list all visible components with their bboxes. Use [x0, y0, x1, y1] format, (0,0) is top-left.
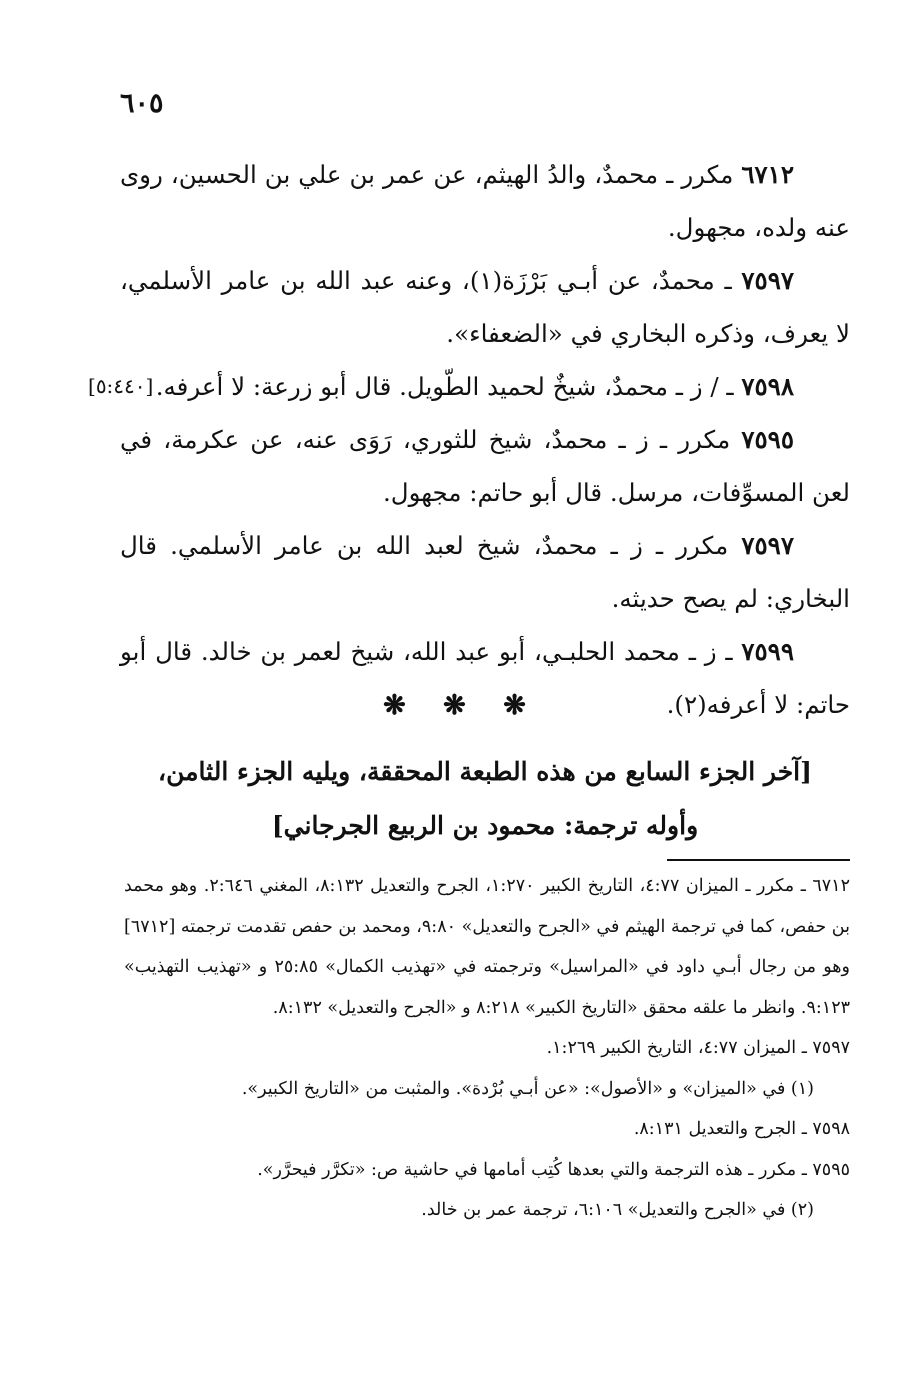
entry-7595	[120, 413, 850, 519]
footnote-divider	[667, 859, 850, 861]
main-text	[88, 148, 850, 731]
footnote: (٢) في «الجرح والتعديل» ٦:١٠٦، ترجمة عمر بن خالد.	[421, 1200, 814, 1220]
entry-text: ـ / ز ـ محمدٌ، شيخٌ لحميد الطّويل. قال أبو زرعة: لا أعرفه.	[155, 372, 742, 401]
entry-7598	[88, 360, 850, 413]
entry-6712	[120, 148, 850, 254]
closing-note	[120, 745, 850, 853]
entry-number: ٧٥٩٧	[741, 531, 794, 560]
closing-line-2: وأوله ترجمة: محمود بن الربيع الجرجاني]	[271, 811, 699, 840]
entry-number: ٧٥٩٩	[741, 637, 794, 666]
entry-number: ٧٥٩٧	[741, 266, 795, 295]
footnote: ٧٥٩٥ ـ مكرر ـ هذه الترجمة والتي بعدها كُتِب أمامها في حاشية ص: «تكرَّر فيحرَّر».	[257, 1159, 850, 1180]
entry-7597-repeat	[120, 519, 850, 625]
footnote: ٦٧١٢ ـ مكرر ـ الميزان ٤:٧٧، التاريخ الكبير ١:٢٧٠، الجرح والتعديل ٨:١٣٢، المغني ٢:٦٤٦. وهو محمد بن حفص، كما في ترجمة الهيثم في «الجرح والتعديل» ٩:٨٠، ومحمد بن حفص تقدمت ترجمته [٦٧١٢] وهو من رجال أبـي داود في «المراسيل» وترجمته في «تهذيب الكمال» ٢٥:٨٥ و «تهذيب التهذيب» ٩:١٢٣. وانظر ما علقه محقق «التاريخ الكبير» ٨:٢١٨ و «الجرح والتعديل» ٨:١٣٢.	[124, 876, 851, 1018]
entry-number: ٧٥٩٥	[741, 425, 794, 454]
entry-number: ٦٧١٢	[741, 160, 794, 189]
footnotes	[124, 866, 850, 1231]
footnote: ٧٥٩٧ ـ الميزان ٤:٧٧، التاريخ الكبير ١:٢٦٩.	[546, 1038, 850, 1058]
entry-number: ٧٥٩٨	[741, 372, 794, 401]
entry-text: مكرر ـ محمدٌ، والدُ الهيثم، عن عمر بن علي بن الحسين، روى عنه ولده، مجهول.	[120, 160, 850, 242]
entry-text: مكرر ـ ز ـ محمدٌ، شيخ للثوري، رَوَى عنه، عن عكرمة، في لعن المسوِّفات، مرسل. قال أبو حاتم: مجهول.	[120, 425, 850, 507]
entry-text: ـ محمدٌ، عن أبـي بَرْزَة(١)، وعنه عبد الله بن عامر الأسلمي، لا يعرف، وذكره البخاري في «الضعفاء».	[120, 266, 850, 348]
footnote: (١) في «الميزان» و «الأصول»: «عن أبـي بُرْدة». والمثبت من «التاريخ الكبير».	[241, 1078, 814, 1099]
footnote: ٧٥٩٨ ـ الجرح والتعديل ٨:١٣١.	[633, 1119, 850, 1139]
entry-text: ـ ز ـ محمد الحلبـي، أبو عبد الله، شيخ لعمر بن خالد. قال أبو حاتم: لا أعرفه(٢).	[120, 637, 850, 719]
entry-text: مكرر ـ ز ـ محمدٌ، شيخ لعبد الله بن عامر الأسلمي. قال البخاري: لم يصح حديثه.	[120, 531, 850, 613]
section-separator: ❋ ❋ ❋	[383, 690, 540, 721]
page-number: ٦٠٥	[120, 88, 164, 119]
closing-line-1: [آخر الجزء السابع من هذه الطبعة المحققة، ويليه الجزء الثامن،	[158, 757, 812, 786]
volume-page-reference: [٥:٤٤٠]	[88, 374, 154, 398]
entry-7597	[120, 254, 850, 360]
